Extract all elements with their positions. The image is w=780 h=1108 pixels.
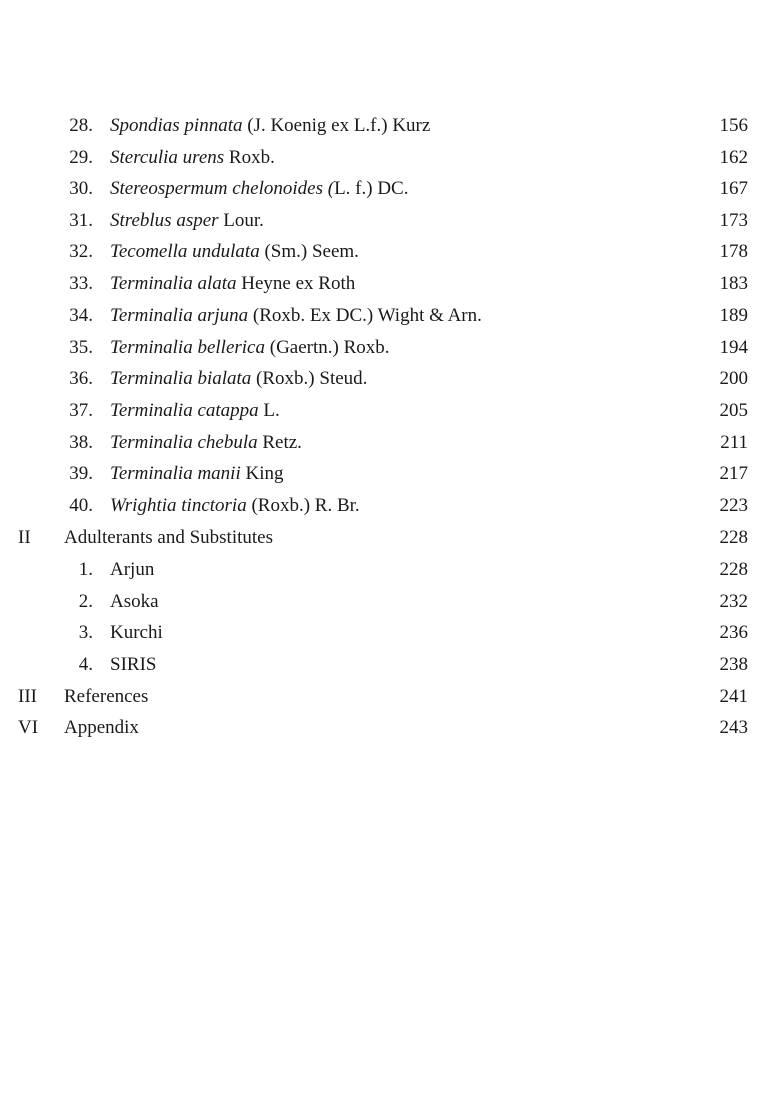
- entry-species-name: Spondias pinnata: [110, 115, 243, 136]
- toc-entry: [0, 462, 780, 494]
- entry-species-name: Terminalia bialata: [110, 368, 252, 389]
- entry-page-number: 217: [719, 463, 748, 484]
- entry-authority: Retz.: [257, 432, 302, 453]
- section-title: Adulterants and Substitutes: [64, 527, 273, 548]
- entry-title: [110, 336, 390, 360]
- entry-page-number: 156: [719, 115, 748, 136]
- entry-title: [110, 209, 264, 233]
- entry-authority: L. f.) DC.: [334, 178, 409, 199]
- entry-number: 35.: [69, 337, 93, 358]
- section-numeral: II: [18, 527, 31, 548]
- section-title: References: [64, 686, 149, 707]
- entry-number: 38.: [69, 432, 93, 453]
- entry-species-name: Tecomella undulata: [110, 241, 260, 262]
- toc-entry: [0, 367, 780, 399]
- section-numeral: VI: [18, 717, 39, 738]
- entry-number: 36.: [69, 368, 93, 389]
- entry-title: Asoka: [110, 591, 159, 612]
- entry-number: 2.: [78, 591, 93, 612]
- entry-title: [110, 177, 408, 201]
- toc-section-iii: [0, 685, 780, 717]
- entry-page-number: 178: [719, 241, 748, 262]
- entry-species-name: Terminalia manii: [110, 463, 241, 484]
- toc-entry: [0, 304, 780, 336]
- entry-number: 37.: [69, 400, 93, 421]
- entry-authority: (Roxb.) Steud.: [251, 368, 368, 389]
- entry-authority: (Sm.) Seem.: [259, 241, 359, 262]
- toc-entry: [0, 399, 780, 431]
- entry-page-number: 236: [719, 622, 748, 643]
- entry-species-name: Stereospermum chelonoides (: [110, 178, 335, 199]
- entry-page-number: 238: [719, 654, 748, 675]
- entry-title: Kurchi: [110, 622, 163, 643]
- entry-number: 28.: [69, 115, 93, 136]
- toc-sub-entry: [0, 558, 780, 590]
- entry-number: 30.: [69, 178, 93, 199]
- toc-entry: [0, 177, 780, 209]
- entry-page-number: 183: [719, 273, 748, 294]
- toc-section-vi: [0, 716, 780, 748]
- entry-authority: (Roxb.) R. Br.: [246, 495, 360, 516]
- entry-number: 4.: [78, 654, 93, 675]
- entry-species-name: Sterculia urens: [110, 147, 225, 168]
- entry-page-number: 205: [719, 400, 748, 421]
- entry-page-number: 200: [719, 368, 748, 389]
- entry-authority: (J. Koenig ex L.f.) Kurz: [242, 115, 431, 136]
- section-page-number: 243: [719, 717, 748, 738]
- toc-entry: [0, 209, 780, 241]
- entry-title: Arjun: [110, 559, 155, 580]
- entry-species-name: Terminalia catappa: [110, 400, 259, 421]
- entry-number: 39.: [69, 463, 93, 484]
- entry-page-number: 223: [719, 495, 748, 516]
- toc-sub-entry: [0, 653, 780, 685]
- entry-species-name: Terminalia chebula: [110, 432, 258, 453]
- entry-number: 1.: [78, 559, 93, 580]
- section-page-number: 228: [719, 527, 748, 548]
- toc-entry: [0, 336, 780, 368]
- entry-authority: Heyne ex Roth: [236, 273, 356, 294]
- entry-page-number: 167: [719, 178, 748, 199]
- entry-species-name: Streblus asper: [110, 210, 219, 231]
- toc-section-ii: [0, 526, 780, 558]
- entry-number: 29.: [69, 147, 93, 168]
- entry-number: 3.: [78, 622, 93, 643]
- toc-entry: [0, 240, 780, 272]
- entry-title: [110, 114, 430, 138]
- entry-authority: (Gaertn.) Roxb.: [265, 337, 390, 358]
- entry-page-number: 189: [719, 305, 748, 326]
- entry-authority: Roxb.: [224, 147, 275, 168]
- entry-page-number: 194: [719, 337, 748, 358]
- entry-title: SIRIS: [110, 654, 157, 675]
- entry-page-number: 173: [719, 210, 748, 231]
- toc-entry: [0, 272, 780, 304]
- entry-number: 40.: [69, 495, 93, 516]
- entry-authority: King: [240, 463, 284, 484]
- entry-number: 34.: [69, 305, 93, 326]
- entry-authority: Lour.: [218, 210, 264, 231]
- toc-entry: [0, 146, 780, 178]
- section-page-number: 241: [719, 686, 748, 707]
- section-title: Appendix: [64, 717, 139, 738]
- entry-species-name: Terminalia bellerica: [110, 337, 265, 358]
- entry-title: [110, 462, 284, 486]
- entry-species-name: Wrightia tinctoria: [110, 495, 247, 516]
- entry-page-number: 228: [719, 559, 748, 580]
- toc-sub-entry: [0, 621, 780, 653]
- entry-title: [110, 240, 359, 264]
- entry-title: [110, 367, 367, 391]
- entry-number: 31.: [69, 210, 93, 231]
- entry-number: 32.: [69, 241, 93, 262]
- entry-page-number: 211: [720, 432, 748, 453]
- section-numeral: III: [18, 686, 37, 707]
- toc-sub-entry: [0, 590, 780, 622]
- entry-title: [110, 399, 280, 423]
- entry-title: [110, 494, 360, 518]
- entry-authority: L.: [258, 400, 280, 421]
- entry-species-name: Terminalia arjuna: [110, 305, 249, 326]
- entry-title: [110, 431, 302, 455]
- entry-authority: (Roxb. Ex DC.) Wight & Arn.: [248, 305, 482, 326]
- entry-title: [110, 304, 482, 328]
- toc-entry: [0, 114, 780, 146]
- entry-number: 33.: [69, 273, 93, 294]
- toc-entry: [0, 494, 780, 526]
- entry-species-name: Terminalia alata: [110, 273, 237, 294]
- entry-title: [110, 146, 275, 170]
- toc-entry: [0, 431, 780, 463]
- entry-title: [110, 272, 355, 296]
- entry-page-number: 162: [719, 147, 748, 168]
- entry-page-number: 232: [719, 591, 748, 612]
